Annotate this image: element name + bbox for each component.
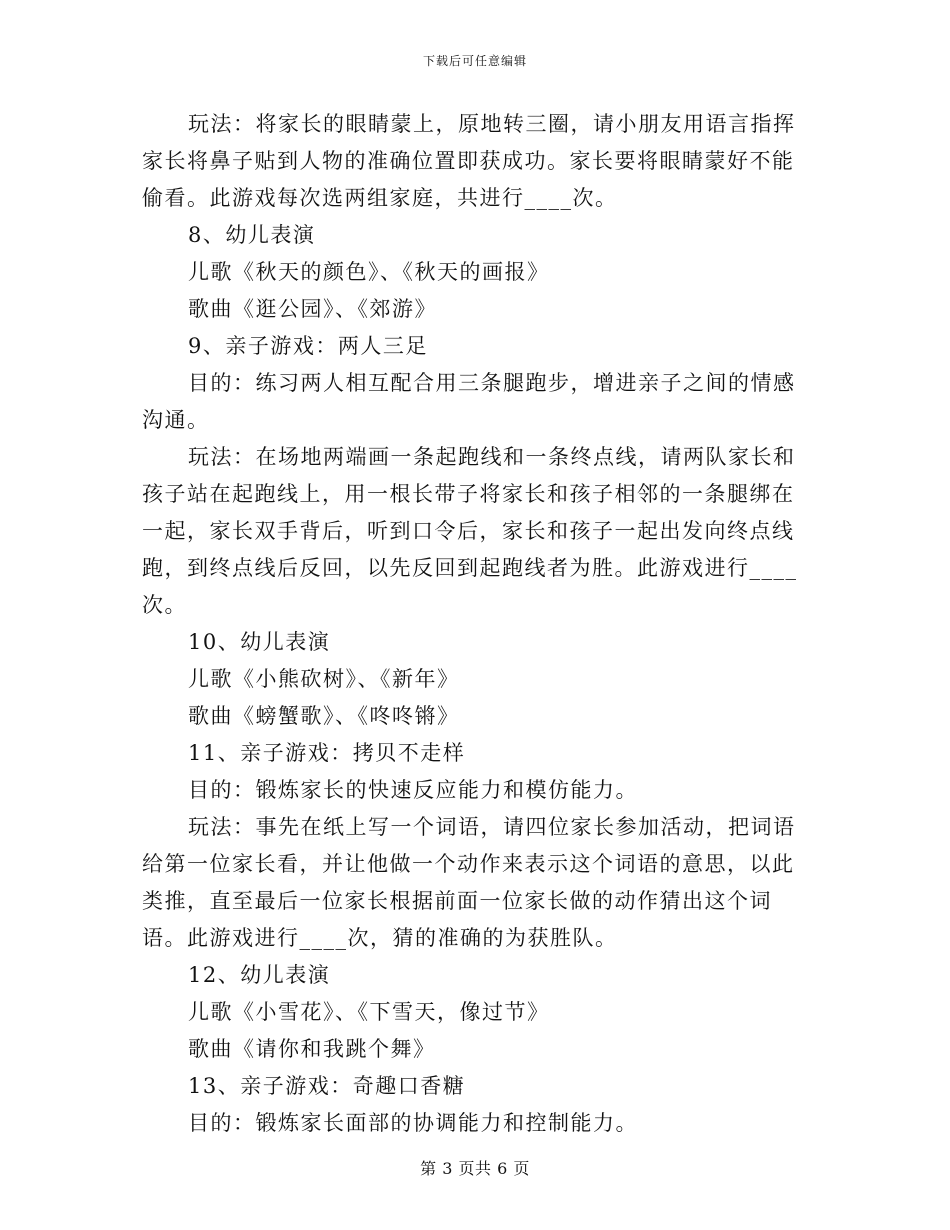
heading-item-12: 12、幼儿表演	[188, 963, 331, 987]
paragraph-rules-nose: 玩法：将家长的眼睛蒙上，原地转三圈，请小朋友用语言指挥家长将鼻子贴到人物的准确位置即获成功。家长要将眼睛蒙好不能偷看。此游戏每次选两组家庭，共进行____次。	[142, 112, 796, 210]
heading-item-9: 9、亲子游戏：两人三足	[188, 334, 428, 358]
paragraph-nursery-rhymes-10: 儿歌《小熊砍树》、《新年》	[188, 667, 460, 691]
paragraph-purpose-9: 目的：练习两人相互配合用三条腿跑步，增进亲子之间的情感沟通。	[142, 371, 796, 432]
page-header: 下载后可任意编辑	[422, 54, 527, 68]
paragraph-rules-9: 玩法：在场地两端画一条起跑线和一条终点线，请两队家长和孩子站在起跑线上，用一根长带子将家长和孩子相邻的一条腿绑在一起，家长双手背后，听到口令后，家长和孩子一起出发向终点线跑，到终点线后反回，以先反回到起跑线者为胜。此游戏进行____次。	[142, 445, 798, 617]
heading-item-11: 11、亲子游戏：拷贝不走样	[188, 741, 466, 765]
document-body	[142, 106, 812, 1142]
paragraph-purpose-11: 目的：锻炼家长的快速反应能力和模仿能力。	[188, 778, 638, 802]
paragraph-rules-11: 玩法：事先在纸上写一个词语，请四位家长参加活动，把词语给第一位家长看，并让他做一个动作来表示这个词语的意思，以此类推，直至最后一位家长根据前面一位家长做的动作猜出这个词语。此游戏进行____次，猜的准确的为获胜队。	[142, 815, 796, 950]
heading-item-10: 10、幼儿表演	[188, 630, 331, 654]
page-footer: 第 3 页共 6 页	[420, 1159, 530, 1178]
paragraph-songs-10: 歌曲《螃蟹歌》、《咚咚锵》	[188, 704, 460, 728]
paragraph-nursery-rhymes-12: 儿歌《小雪花》、《下雪天，像过节》	[188, 1000, 550, 1024]
heading-item-8: 8、幼儿表演	[188, 223, 316, 247]
paragraph-songs-12: 歌曲《请你和我跳个舞》	[188, 1037, 436, 1061]
heading-item-13: 13、亲子游戏：奇趣口香糖	[188, 1074, 466, 1098]
paragraph-purpose-13: 目的：锻炼家长面部的协调能力和控制能力。	[188, 1111, 638, 1135]
paragraph-nursery-rhymes-8: 儿歌《秋天的颜色》、《秋天的画报》	[188, 260, 550, 284]
paragraph-songs-8: 歌曲《逛公园》、《郊游》	[188, 297, 437, 321]
